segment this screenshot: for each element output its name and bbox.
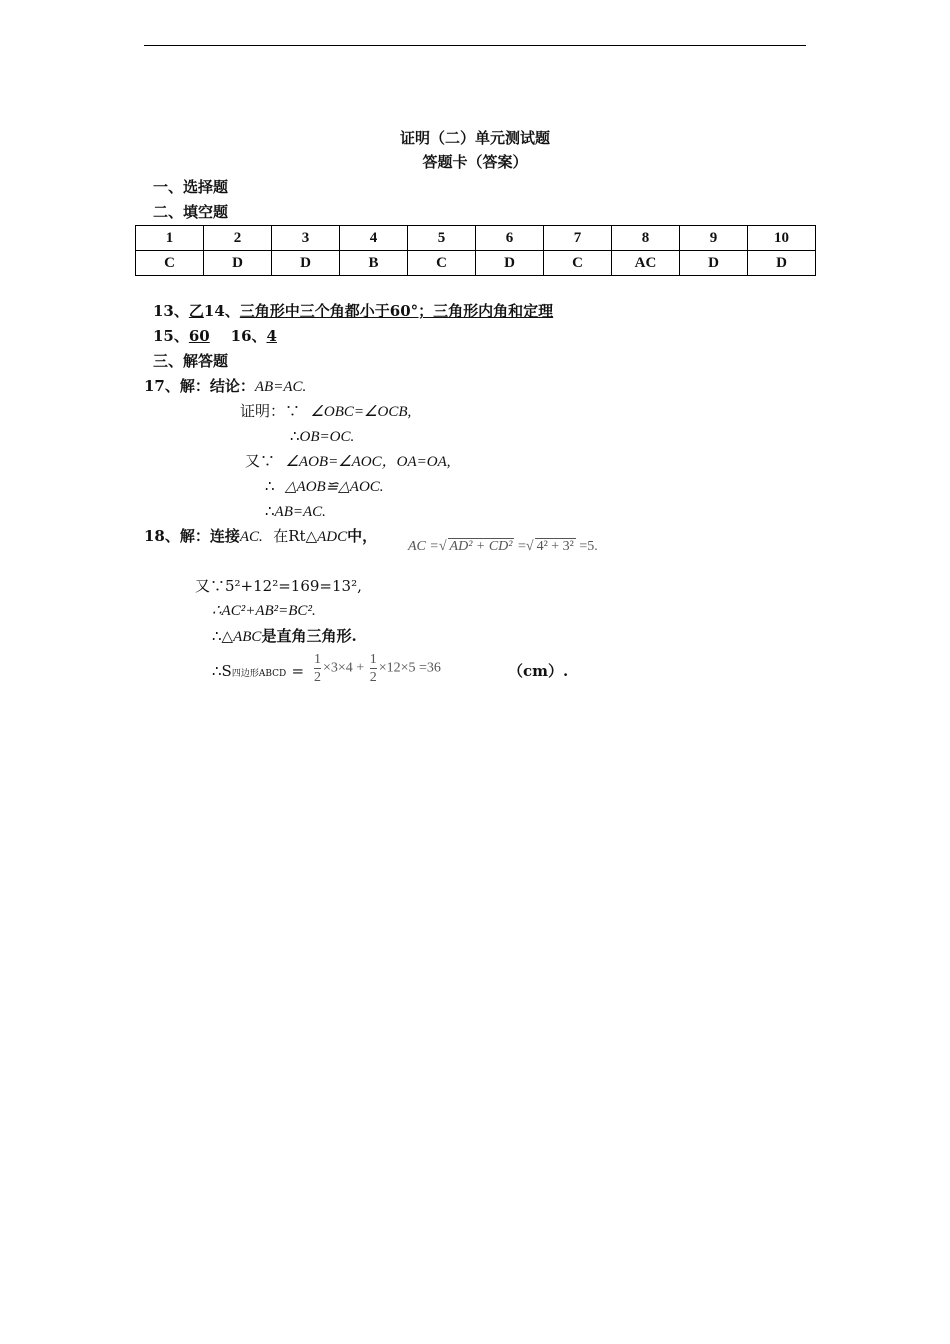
q18-l5-eq: = bbox=[291, 662, 305, 680]
table-cell: 6 bbox=[476, 226, 544, 251]
table-cell: C bbox=[136, 251, 204, 276]
q18-in-rt: 在Rt△ bbox=[273, 527, 318, 545]
section-choice: 一、选择题 bbox=[153, 178, 229, 196]
q17-l3-label: 又∵ bbox=[245, 452, 276, 470]
q18-head-text: 18、解：连接 bbox=[144, 527, 240, 545]
q18-l5-sub: 四边形ABCD bbox=[231, 669, 287, 679]
q17-line-5 bbox=[265, 501, 326, 522]
table-cell: D bbox=[204, 251, 272, 276]
formula-lhs: AC = bbox=[408, 539, 439, 554]
frac-num: 1 bbox=[314, 652, 321, 667]
q18-formula: AC =√ AD² + CD² =√ 4² + 3² =5. bbox=[408, 539, 598, 554]
table-cell: 7 bbox=[544, 226, 612, 251]
q18-head bbox=[144, 526, 377, 547]
q17-l4-text: △AOB≌△AOC. bbox=[285, 479, 384, 495]
frac-den: 2 bbox=[314, 670, 321, 685]
q17-l2-label: ∴ bbox=[290, 427, 300, 445]
table-cell: D bbox=[476, 251, 544, 276]
formula-radical-1: AD² + CD² bbox=[449, 539, 513, 554]
q17-l1-text: ∠OBC=∠OCB, bbox=[310, 404, 412, 420]
q17-line-4 bbox=[265, 476, 384, 497]
table-cell: C bbox=[544, 251, 612, 276]
table-cell: D bbox=[272, 251, 340, 276]
fraction-half-1 bbox=[314, 651, 321, 686]
q17-head-text: 17、解：结论： bbox=[144, 377, 255, 395]
table-cell: D bbox=[748, 251, 816, 276]
formula-result: =5. bbox=[579, 539, 598, 554]
formula-eq: = bbox=[517, 539, 526, 554]
fill-line-15-16 bbox=[153, 326, 277, 346]
q17-l3-text: ∠AOB=∠AOC，OA=OA, bbox=[285, 454, 451, 470]
q17-l5-text: AB=AC. bbox=[274, 504, 326, 520]
q13-label: 13、 bbox=[153, 302, 189, 320]
q17-conclusion: AB=AC. bbox=[254, 379, 307, 395]
q16-answer: 4 bbox=[266, 327, 277, 345]
q18-l4-post: 是直角三角形. bbox=[261, 627, 357, 645]
q18-area-formula bbox=[312, 651, 441, 686]
table-row-numbers bbox=[136, 226, 816, 251]
formula-radical-2: 4² + 3² bbox=[536, 539, 574, 554]
table-cell: 5 bbox=[408, 226, 476, 251]
fill-line-13-14 bbox=[153, 301, 553, 321]
q18-l4-abc: ABC bbox=[233, 629, 262, 645]
q18-zhong: 中， bbox=[347, 527, 378, 545]
table-cell: 9 bbox=[680, 226, 748, 251]
table-cell: B bbox=[340, 251, 408, 276]
answer-table bbox=[135, 225, 816, 276]
frac-den: 2 bbox=[369, 670, 377, 685]
table-cell: D bbox=[680, 251, 748, 276]
table-cell: 8 bbox=[612, 226, 680, 251]
q17-head bbox=[144, 376, 306, 397]
table-cell: 3 bbox=[272, 226, 340, 251]
q17-l2-text: OB=OC. bbox=[299, 429, 355, 445]
q18-line-5 bbox=[212, 661, 304, 684]
q18-l5-pre: ∴S bbox=[212, 662, 232, 680]
q17-l4-label: ∴ bbox=[265, 477, 275, 495]
q15-answer: 60 bbox=[188, 327, 210, 345]
q17-line-2 bbox=[290, 426, 354, 447]
q13-answer: 乙 bbox=[188, 302, 204, 320]
fraction-half-2 bbox=[370, 651, 377, 686]
page-subtitle: 答题卡（答案） bbox=[422, 153, 528, 171]
q17-line-3 bbox=[245, 451, 451, 472]
section-fill: 二、填空题 bbox=[153, 203, 229, 221]
q14-label: 14、 bbox=[203, 302, 240, 320]
q18-line-4 bbox=[212, 626, 357, 647]
page-title: 证明（二）单元测试题 bbox=[399, 129, 550, 147]
q18-line-3: ∴AC²+AB²=BC². bbox=[212, 603, 316, 619]
q18-adc: ADC bbox=[317, 529, 348, 545]
q16-label: 16、 bbox=[230, 327, 267, 345]
q18-line-2: 又∵5²+12²=169=13², bbox=[195, 577, 362, 595]
table-cell: 10 bbox=[748, 226, 816, 251]
q18-l4-pre: ∴△ bbox=[212, 627, 234, 645]
table-row-answers bbox=[136, 251, 816, 276]
q18-ac: AC. bbox=[239, 529, 263, 545]
table-cell: C bbox=[408, 251, 476, 276]
area-term-1: ×3×4 + bbox=[323, 660, 365, 676]
table-cell: 1 bbox=[136, 226, 204, 251]
header-rule bbox=[144, 45, 806, 46]
table-cell: 2 bbox=[204, 226, 272, 251]
q17-l1-label: 证明：∵ bbox=[240, 402, 301, 420]
frac-num: 1 bbox=[369, 652, 377, 667]
area-term-2: ×12×5 =36 bbox=[378, 660, 441, 676]
section-solve: 三、解答题 bbox=[153, 352, 229, 370]
q14-answer: 三角形中三个角都小于60°；三角形内角和定理 bbox=[239, 302, 554, 320]
q18-unit: （cm）. bbox=[508, 662, 569, 680]
table-cell: 4 bbox=[340, 226, 408, 251]
q17-line-1 bbox=[240, 401, 411, 422]
q15-label: 15、 bbox=[153, 327, 189, 345]
q17-l5-label: ∴ bbox=[265, 502, 275, 520]
table-cell: AC bbox=[612, 251, 680, 276]
